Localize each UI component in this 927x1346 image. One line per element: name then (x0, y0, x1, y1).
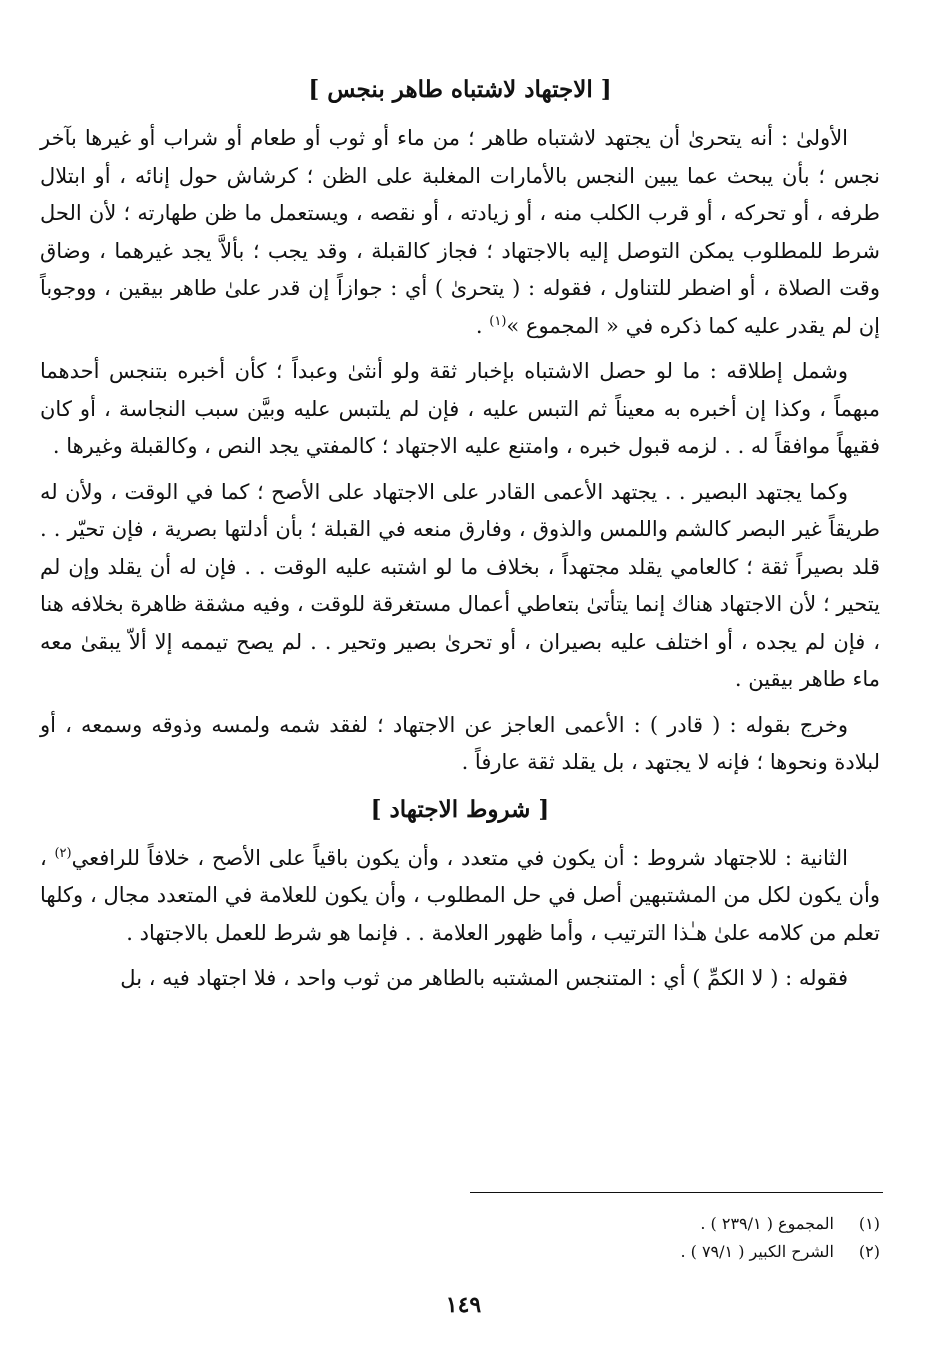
paragraph-tail: . (475, 313, 490, 338)
footnotes (460, 1210, 880, 1266)
paragraph (40, 840, 880, 953)
page-body (40, 62, 880, 1006)
paragraph (40, 707, 880, 782)
footnote-item (460, 1210, 880, 1238)
page-number: ١٤٩ (445, 1292, 482, 1318)
paragraph (40, 474, 880, 699)
footnote-ref[interactable]: (٢) (54, 845, 72, 861)
paragraph (40, 353, 880, 466)
section-heading: [ الاجتهاد لاشتباه طاهر بنجس ] (308, 76, 612, 103)
section-1 (40, 70, 880, 782)
footnote-divider (470, 1192, 883, 1193)
paragraph-text: وكما يجتهد البصير . . يجتهد الأعمى القادر على الاجتهاد على الأصح ؛ كما في الوقت ، ولأن له طريقاً غير البصر كالشم واللمس والذوق ، وفارق منعه في القبلة ؛ بأن أدلتها بصرية ، فإن تحيّر . . قلد بصيراً ثقة ؛ كالعامي يقلد مجتهداً ، بخلاف ما لو اشتبه عليه الوقت . . فإن له أن يقلد وإن لم يتحير ؛ لأن الاجتهاد هناك إنما يتأتىٰ بتعاطي أعمال مستغرقة للوقت ، وفيه مشقة ظاهرة بخلافه هنا ، فإن لم يجده ، أو اختلف عليه بصيران ، أو تحرىٰ بصير وتحير . . لم يصح تيممه إلا ألاّ يبقىٰ معه ماء طاهر بيقين . (40, 479, 881, 691)
footnote-item (460, 1238, 880, 1266)
section-heading: [ شروط الاجتهاد ] (370, 795, 550, 823)
paragraph-text: الثانية : للاجتهاد شروط : أن يكون في متعدد ، وأن يكون باقياً على الأصح ، خلافاً للرافعي (71, 845, 849, 870)
paragraph-text: الأولىٰ : أنه يتحرىٰ أن يجتهد لاشتباه طاهر ؛ من ماء أو ثوب أو طعام أو شراب أو غيرها بآخر نجس ؛ بأن يبحث عما يبين النجس بالأمارات المغلبة على الظن ؛ كرشاش حول إنائه ، أو ابتلال طرفه ، أو تحركه ، أو قرب الكلب منه ، أو زيادته ، أو نقصه ، ويستعمل ما ظن طهارته ؛ لأن الحل شرط للمطلوب يمكن التوصل إليه بالاجتهاد ؛ فجاز كالقبلة ، وقد يجب ؛ بألاَّ يجد غيرهما ، وضاق وقت الصلاة ، أو اضطر للتناول ، فقوله : ( يتحرىٰ ) أي : جوازاً إن قدر علىٰ طاهر بيقين ، ووجوباً إن لم يقدر عليه كما ذكره في « المجموع » (40, 126, 880, 338)
section-2 (40, 790, 880, 998)
footnote-text: المجموع ( ٢٣٩/١ ) . (700, 1214, 834, 1233)
footnote-number: (٢) (858, 1242, 880, 1261)
paragraph (40, 960, 880, 998)
footnote-ref[interactable]: (١) (489, 313, 507, 329)
footnote-text: الشرح الكبير ( ٧٩/١ ) . (680, 1242, 834, 1261)
footnote-number: (١) (858, 1214, 880, 1233)
paragraph-text: وخرج بقوله : ( قادر ) : الأعمى العاجز عن الاجتهاد ؛ لفقد شمه ولمسه وذوقه وسمعه ، أو لبلادة ونحوها ؛ فإنه لا يجتهد ، بل يقلد ثقة عارفاً . (40, 712, 880, 774)
paragraph-text: وشمل إطلاقه : ما لو حصل الاشتباه بإخبار ثقة ولو أنثىٰ وعبداً ؛ كأن أخبره بتنجس أحدهما مبهماً ، وكذا إن أخبره به معيناً ثم التبس عليه ، فإن لم يلتبس عليه وبيَّن سبب النجاسة ، أو كان فقيهاً موافقاً له . . لزمه قبول خبره ، وامتنع عليه الاجتهاد ؛ كالمفتي يجد النص ، وكالقبلة وغيرها . (40, 359, 880, 458)
paragraph-text: فقوله : ( لا الكمِّ ) أي : المتنجس المشتبه بالطاهر من ثوب واحد ، فلا اجتهاد فيه ، بل (120, 966, 848, 990)
paragraph-tail: ، وأن يكون لكل من المشتبهين أصل في حل المطلوب ، وأن يكون للعلامة في المتعدد مجال ، وكلها تعلم من كلامه علىٰ هـٰذا الترتيب ، وأما ظهور العلامة . . فإنما هو شرط للعمل بالاجتهاد . (40, 845, 880, 945)
paragraph (40, 120, 880, 345)
